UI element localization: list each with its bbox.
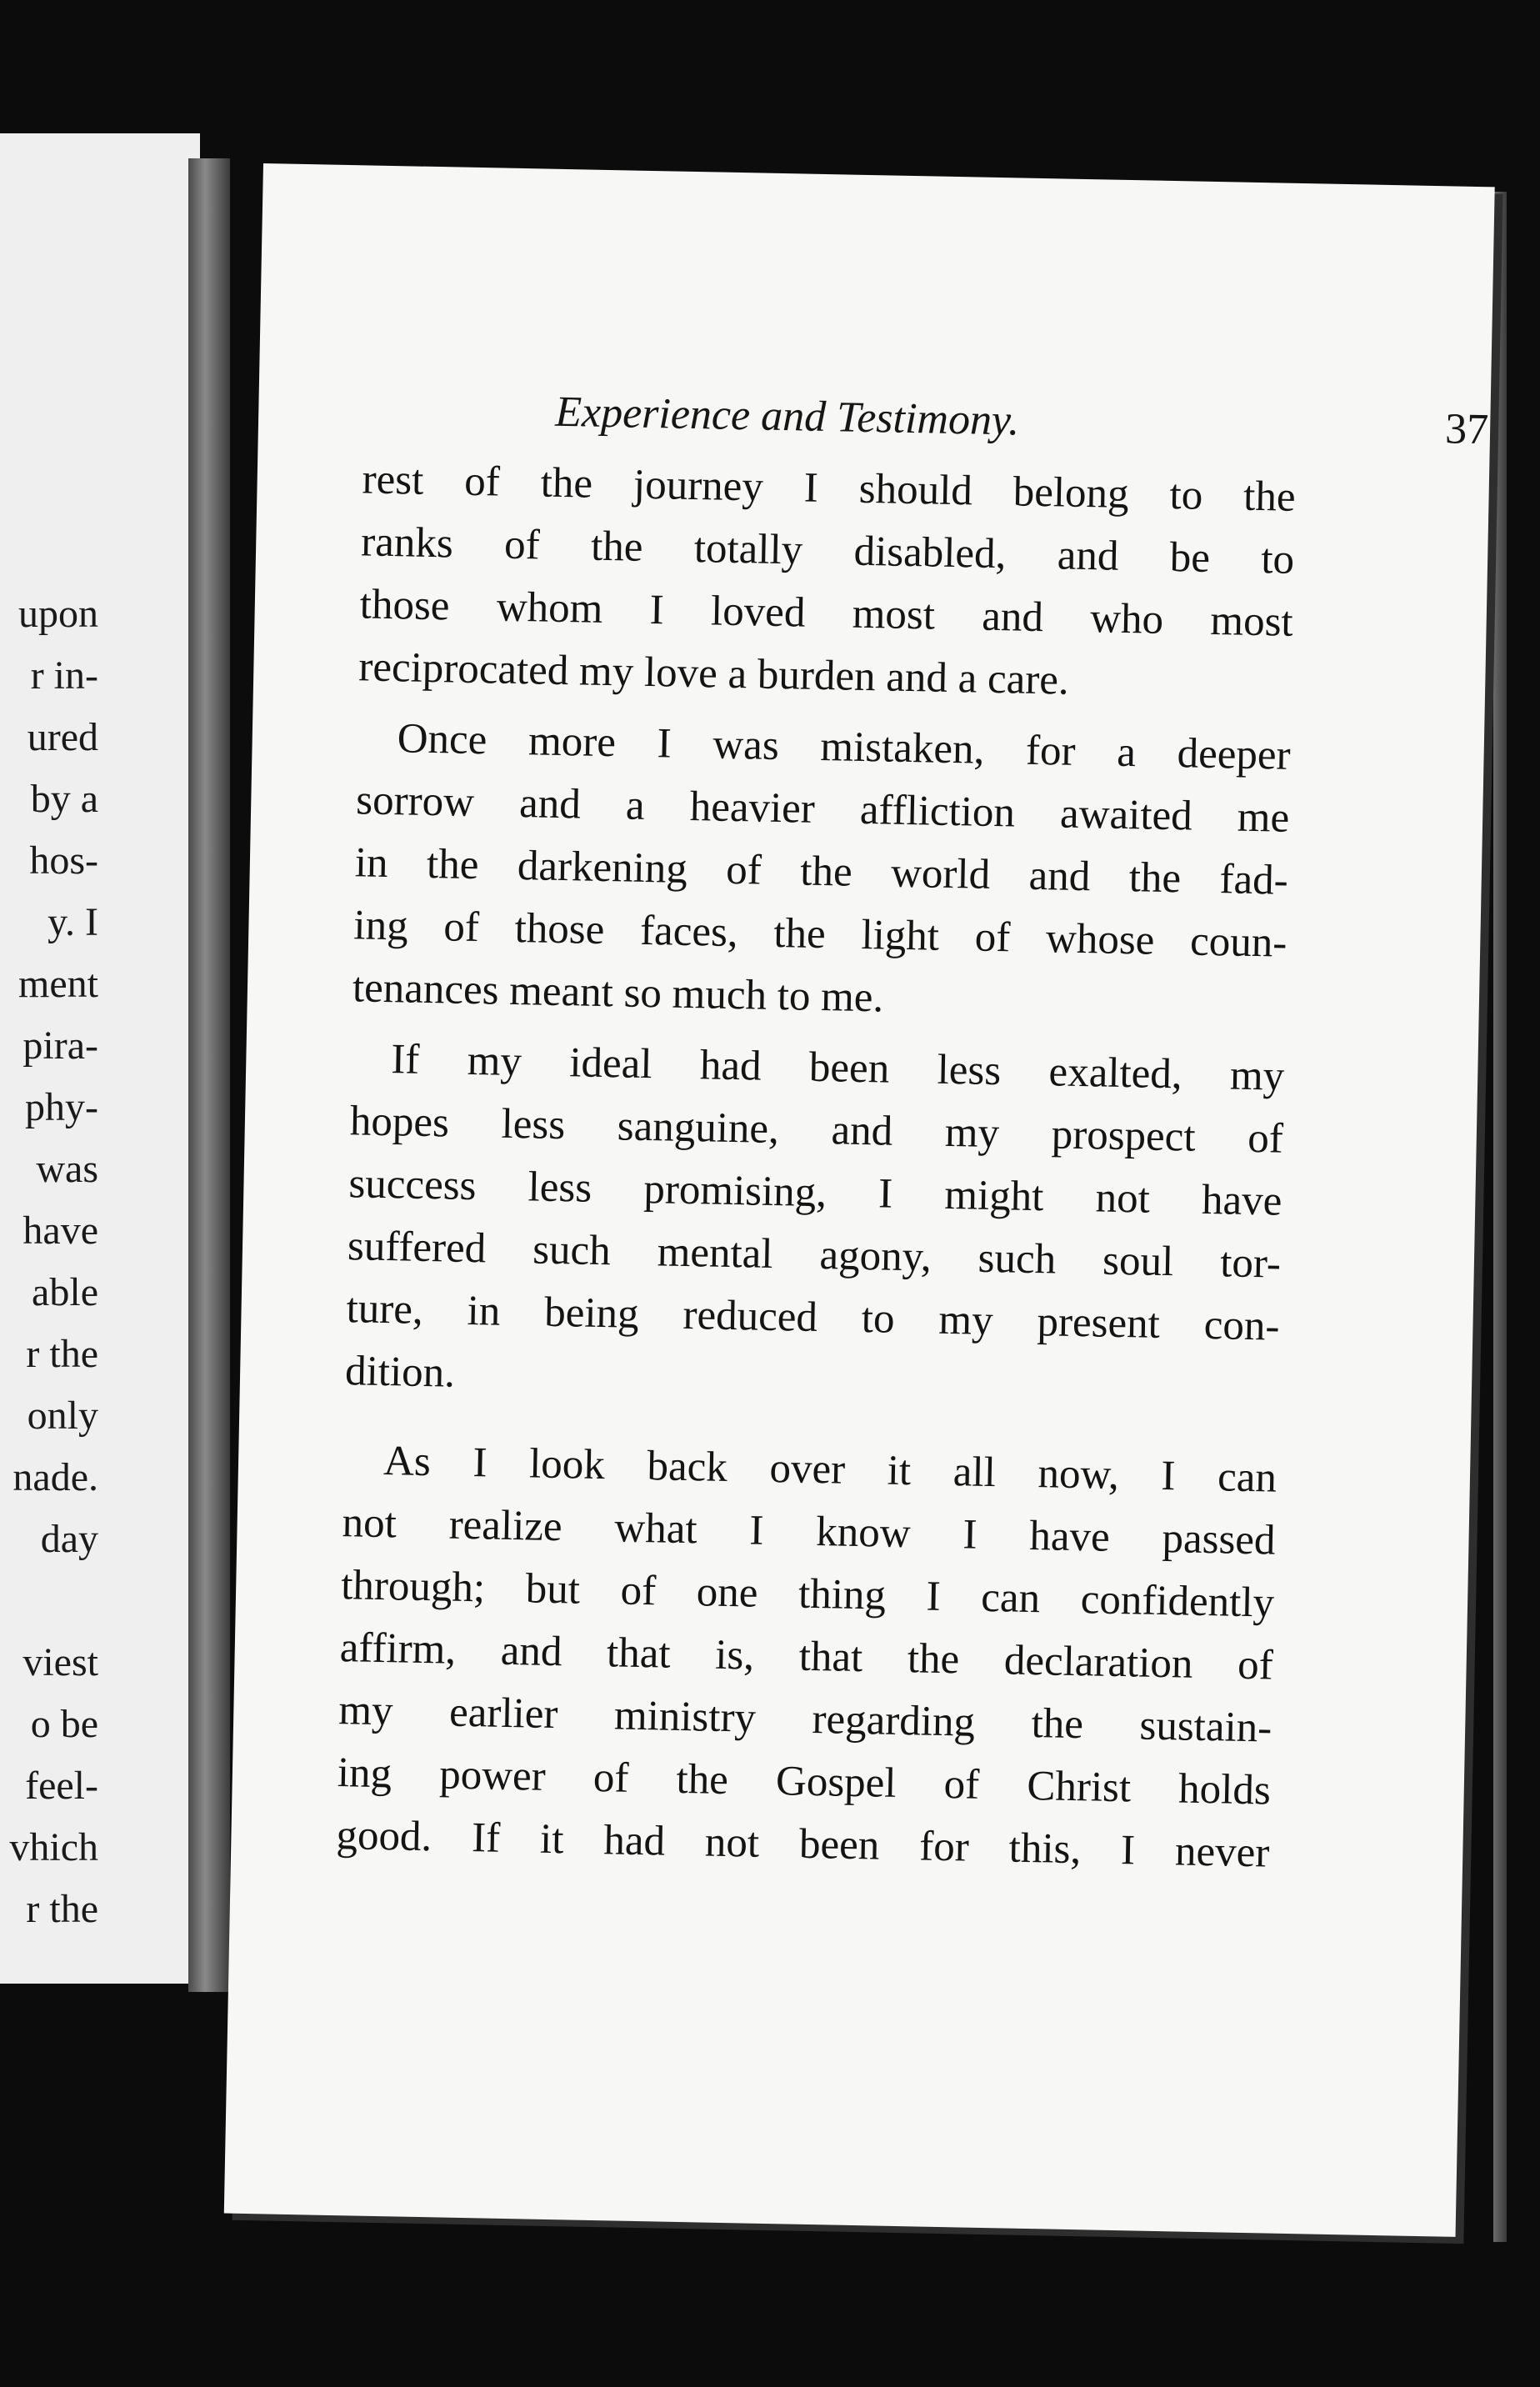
text-line: ing of those faces, the light of whose coun- bbox=[352, 902, 1288, 967]
left-line: have bbox=[22, 1209, 98, 1253]
left-line: nade. bbox=[12, 1455, 98, 1499]
text-line: If my ideal had been less exalted, my bbox=[390, 1036, 1285, 1100]
left-line: day bbox=[40, 1517, 98, 1561]
page-header bbox=[555, 388, 1489, 463]
running-title: Experience and Testimony. bbox=[554, 388, 1020, 445]
left-line: hos- bbox=[29, 838, 98, 883]
paragraph bbox=[336, 1429, 1278, 1884]
right-page bbox=[224, 163, 1495, 2237]
text-line: Once more I was mistaken, for a deeper bbox=[397, 715, 1292, 779]
text-line: rest of the journey I should belong to the bbox=[362, 456, 1297, 521]
left-line: able bbox=[32, 1270, 98, 1314]
left-line: was bbox=[36, 1147, 98, 1191]
left-line: by a bbox=[30, 777, 98, 821]
text-line: hopes less sanguine, and my prospect of bbox=[349, 1098, 1284, 1163]
paragraph bbox=[344, 1028, 1284, 1420]
left-line: vhich bbox=[9, 1825, 98, 1869]
text-line: reciprocated my love a burden and a care. bbox=[358, 643, 1070, 704]
text-line: affirm, and that is, that the declaration of bbox=[339, 1624, 1274, 1689]
text-line: my earlier ministry regarding the sustain- bbox=[338, 1687, 1272, 1752]
text-line: sorrow and a heavier affliction awaited me bbox=[355, 777, 1290, 842]
left-page-text bbox=[0, 583, 98, 1940]
text-line: dition. bbox=[344, 1348, 456, 1397]
text-line: suffered such mental agony, such soul tor- bbox=[347, 1223, 1282, 1288]
left-line: o be bbox=[30, 1702, 98, 1746]
left-line: feel- bbox=[25, 1764, 98, 1808]
text-line: tenances meant so much to me. bbox=[352, 964, 884, 1022]
left-line: ured bbox=[27, 715, 98, 759]
text-line: good. If it had not been for this, I never bbox=[335, 1812, 1270, 1877]
page-edge bbox=[1493, 192, 1507, 2242]
page-body bbox=[336, 448, 1296, 1884]
left-line bbox=[0, 1570, 98, 1632]
left-line: viest bbox=[22, 1640, 98, 1684]
left-line: r in- bbox=[30, 653, 98, 698]
left-line: pira- bbox=[22, 1023, 98, 1068]
text-line: ture, in being reduced to my present con- bbox=[346, 1285, 1280, 1350]
left-line: r the bbox=[26, 1332, 98, 1376]
page-number: 37 bbox=[1444, 405, 1489, 454]
left-line: phy- bbox=[25, 1085, 98, 1129]
book-gutter bbox=[188, 158, 230, 1992]
left-line: y. I bbox=[48, 900, 98, 944]
text-line: through; but of one thing I can confidently bbox=[340, 1562, 1275, 1627]
text-line: success less promising, I might not have bbox=[348, 1160, 1282, 1225]
left-line: only bbox=[27, 1394, 98, 1438]
left-page bbox=[0, 133, 200, 1984]
text-line: in the darkening of the world and the fad- bbox=[354, 839, 1289, 904]
text-line: those whom I loved most and who most bbox=[359, 581, 1294, 646]
text-line: ing power of the Gospel of Christ holds bbox=[337, 1749, 1272, 1814]
text-line: ranks of the totally disabled, and be to bbox=[360, 518, 1295, 583]
left-line: ment bbox=[18, 962, 98, 1006]
paragraph bbox=[352, 707, 1291, 1037]
text-line: As I look back over it all now, I can bbox=[382, 1438, 1278, 1502]
text-line: not realize what I know I have passed bbox=[342, 1499, 1277, 1564]
left-line: upon bbox=[18, 592, 98, 636]
left-line: r the bbox=[26, 1887, 98, 1931]
paragraph bbox=[358, 448, 1297, 716]
